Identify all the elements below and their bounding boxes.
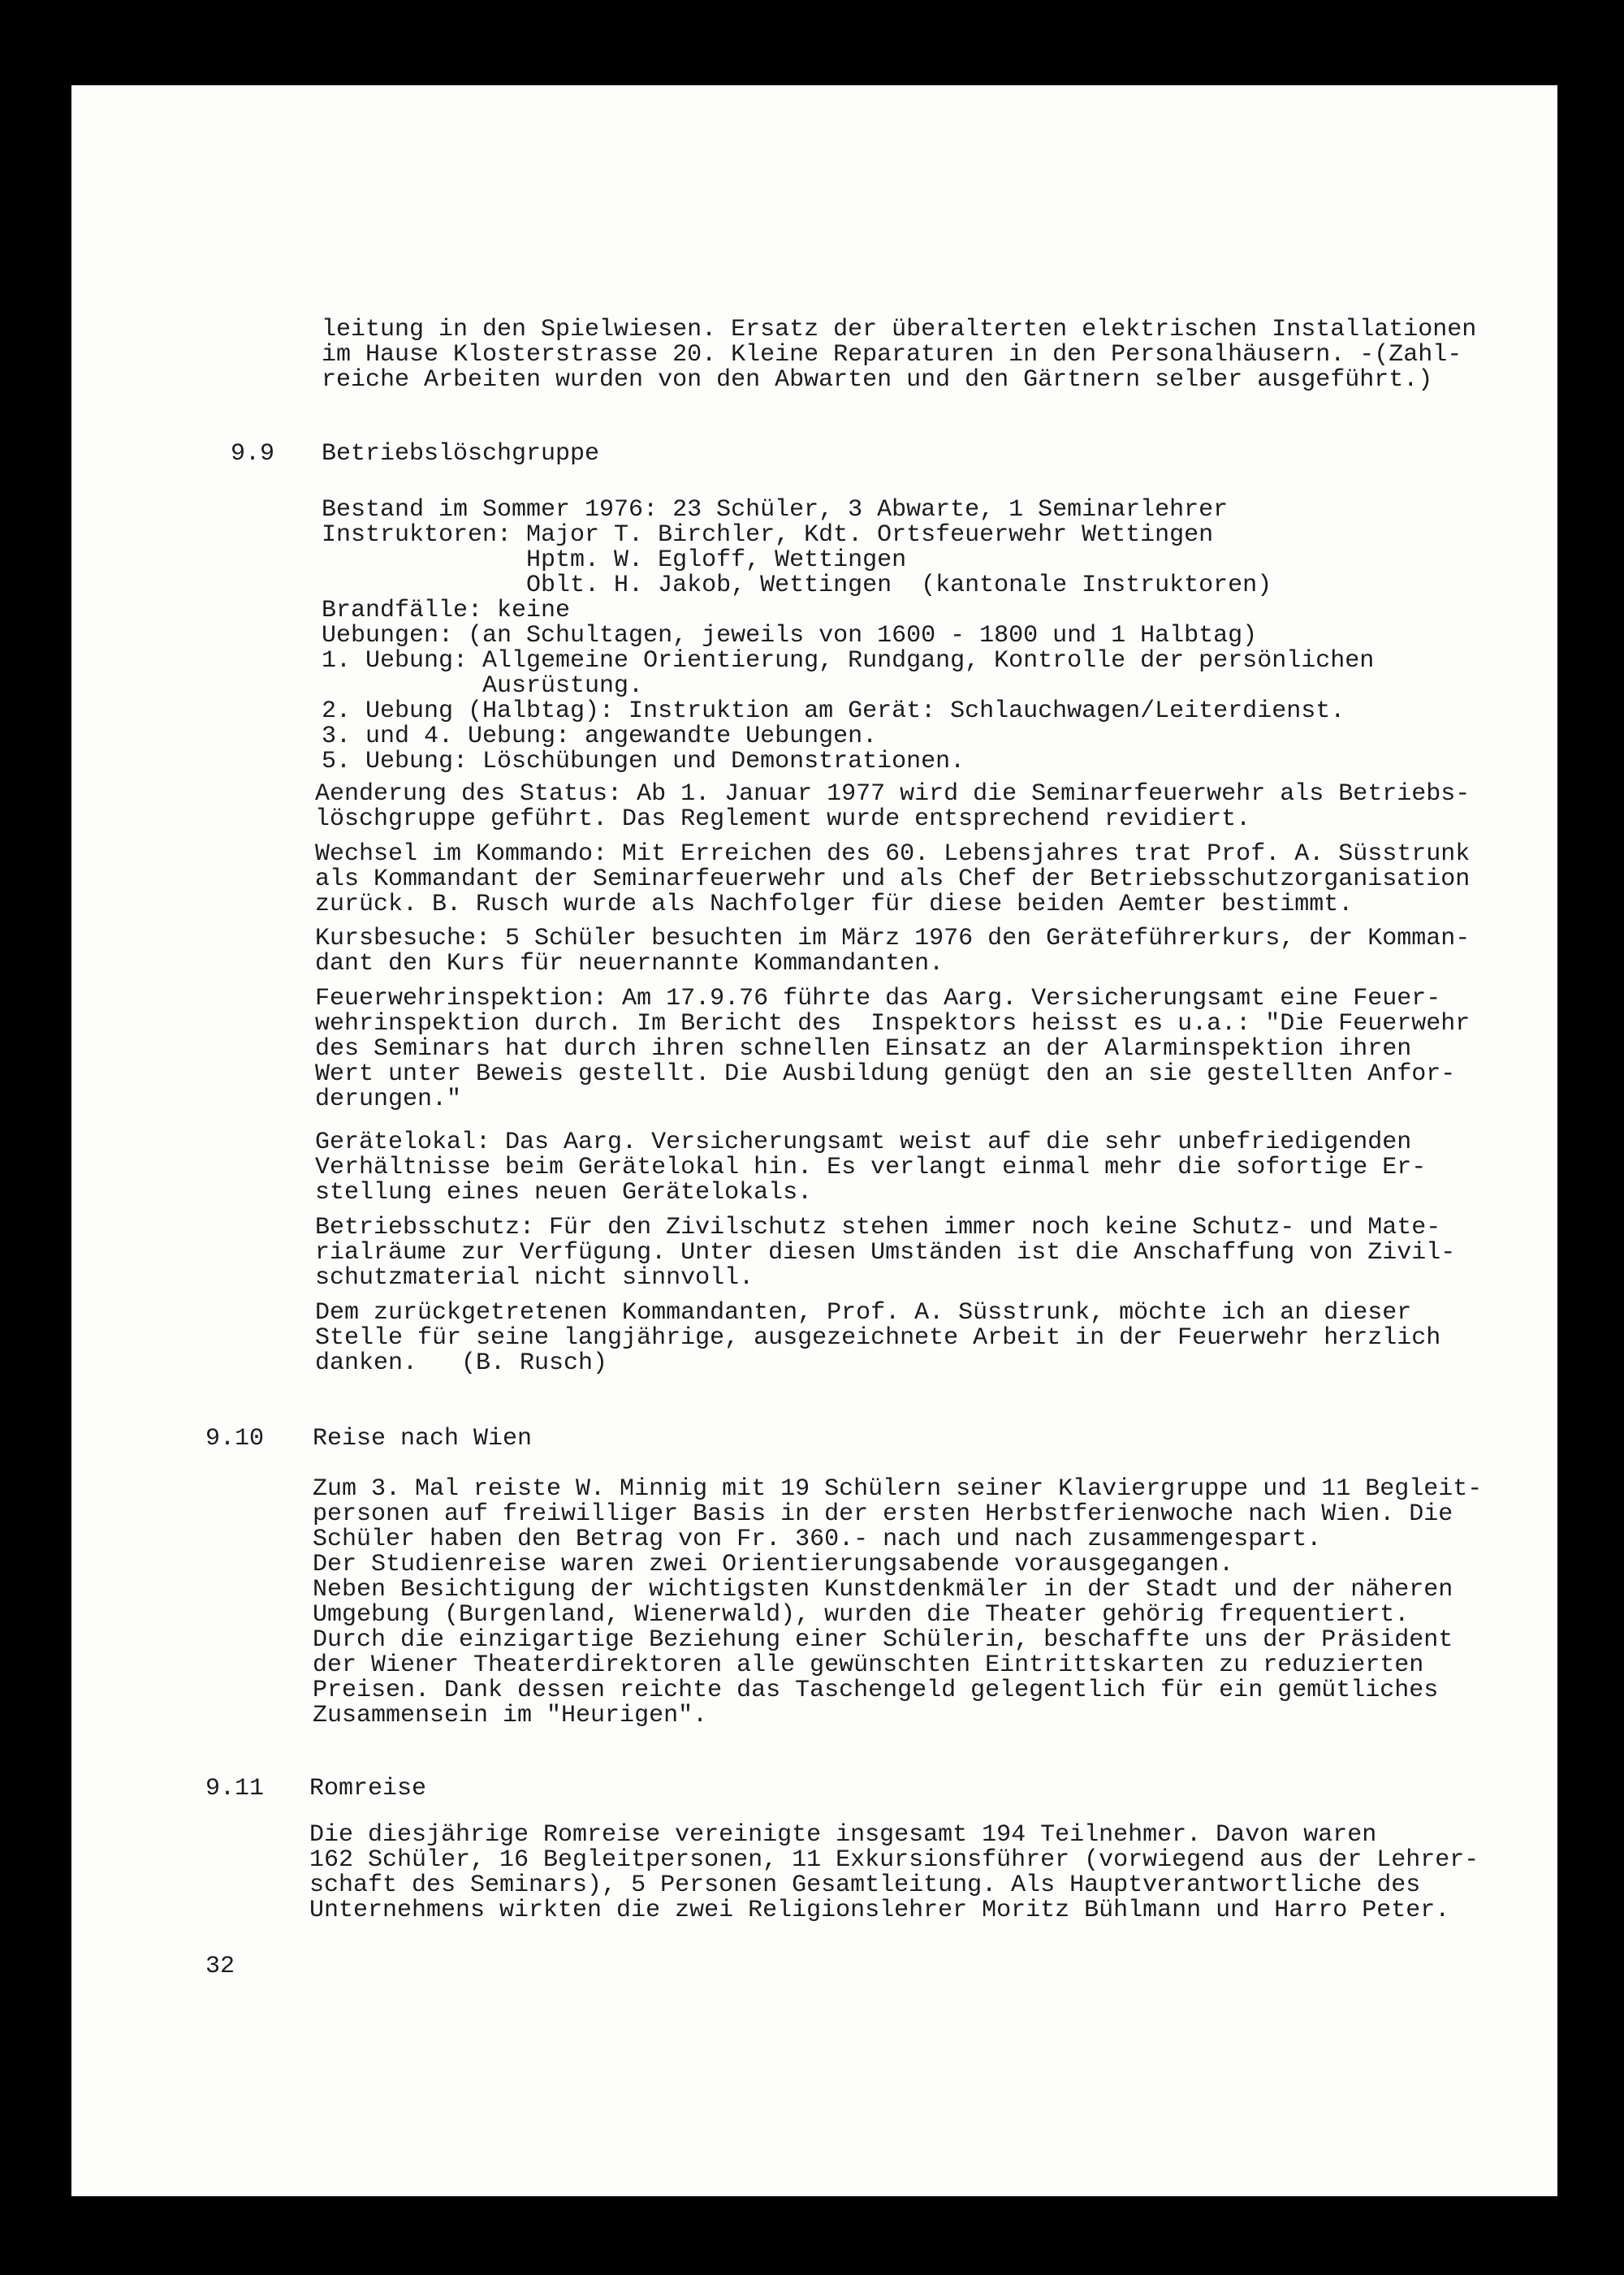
- rome-trip-paragraph: Die diesjährige Romreise vereinigte insgesamt 194 Teilnehmer. Davon waren 162 Schüler, 16 Begleitpersonen, 11 Exkursionsführer (vorwiegend aus der Lehrer- schaft des Seminars), 5 Personen Gesamtleitung. Als Hauptverantwortliche des Unternehmens wirkten die zwei Religionslehrer Moritz Bühlmann und Harro Peter.: [309, 1821, 1479, 1924]
- section-title-9-10: Reise nach Wien: [313, 1425, 533, 1453]
- page-number: 32: [205, 1953, 235, 1980]
- section-number-9-11: 9.11: [205, 1775, 265, 1802]
- status-change-paragraph: Aenderung des Status: Ab 1. Januar 1977 wird die Seminarfeuerwehr als Betriebs- löschgruppe geführt. Das Reglement wurde entsprechend revidiert.: [315, 780, 1471, 833]
- intro-paragraph: leitung in den Spielwiesen. Ersatz der überalterten elektrischen Installationen im Hause Klosterstrasse 20. Kleine Reparaturen in den Personalhäusern. -(Zahl- reiche Arbeiten wurden von den Abwarten und den Gärtnern selber ausgeführt.): [322, 316, 1477, 394]
- vienna-trip-paragraph: Zum 3. Mal reiste W. Minnig mit 19 Schülern seiner Klaviergruppe und 11 Begleit- personen auf freiwilliger Basis in der ersten Herbstferienwoche nach Wien. Die Schüler haben den Betrag von Fr. 360.- nach und nach zusammengespart. Der Studienreise waren zwei Orientierungsabende vorausgegangen. Neben Besichtigung der wichtigsten Kunstdenkmäler in der Stadt und der näheren Umgebung (Burgenland, Wienerwald), wurden die Theater gehörig frequentiert. Durch die einzigartige Beziehung einer Schülerin, beschaffte uns der Präsident der Wiener Theaterdirektoren alle gewünschten Eintrittskarten zu reduzierten Preisen. Dank dessen reichte das Taschengeld gelegentlich für ein gemütliches Zusammensein im "Heurigen".: [313, 1475, 1483, 1729]
- inspection-paragraph: Feuerwehrinspektion: Am 17.9.76 führte das Aarg. Versicherungsamt eine Feuer- wehrinspektion durch. Im Bericht des Inspektors heisst es u.a.: "Die Feuerwehr des Seminars hat durch ihren schnellen Einsatz an der Alarminspektion ihren Wert unter Beweis gestellt. Die Ausbildung genügt den an sie gestellten Anfor- derungen.": [315, 985, 1471, 1113]
- section-number-9-9: 9.9: [231, 440, 275, 468]
- section-number-9-10: 9.10: [205, 1425, 265, 1453]
- command-change-paragraph: Wechsel im Kommando: Mit Erreichen des 60. Lebensjahres trat Prof. A. Süsstrunk als Kommandant der Seminarfeuerwehr und als Chef der Betriebsschutzorganisation zurück. B. Rusch wurde als Nachfolger für diese beiden Aemter bestimmt.: [315, 840, 1471, 918]
- section-title-9-11: Romreise: [309, 1775, 427, 1802]
- document-page: [71, 85, 1557, 2196]
- civil-protection-paragraph: Betriebsschutz: Für den Zivilschutz stehen immer noch keine Schutz- und Mate- rialräume zur Verfügung. Unter diesen Umständen ist die Anschaffung von Zivil- schutzmaterial nicht sinnvoll.: [315, 1214, 1456, 1292]
- courses-paragraph: Kursbesuche: 5 Schüler besuchten im März 1976 den Geräteführerkurs, der Komman- dant den Kurs für neuernannte Kommandanten.: [315, 925, 1471, 978]
- equipment-room-paragraph: Gerätelokal: Das Aarg. Versicherungsamt weist auf die sehr unbefriedigenden Verhältnisse beim Gerätelokal hin. Es verlangt einmal mehr die sofortige Er- stellung eines neuen Gerätelokals.: [315, 1129, 1427, 1207]
- brigade-roster-block: Bestand im Sommer 1976: 23 Schüler, 3 Abwarte, 1 Seminarlehrer Instruktoren: Major T. Birchler, Kdt. Ortsfeuerwehr Wettingen Hptm. W. Egloff, Wettingen Oblt. H. Jakob, Wettingen (kantonale Instruktoren) Brandfälle: keine Uebungen: (an Schultagen, jeweils von 1600 - 1800 und 1 Halbtag) 1. Uebung: Allgemeine Orientierung, Rundgang, Kontrolle der persönlichen Ausrüstung. 2. Uebung (Halbtag): Instruktion am Gerät: Schlauchwagen/Leiterdienst. 3. und 4. Uebung: angewandte Uebungen. 5. Uebung: Löschübungen und Demonstrationen.: [322, 496, 1375, 775]
- thanks-paragraph: Dem zurückgetretenen Kommandanten, Prof. A. Süsstrunk, möchte ich an dieser Stelle für seine langjährige, ausgezeichnete Arbeit in der Feuerwehr herzlich danken. (B. Rusch): [315, 1299, 1441, 1377]
- section-title-9-9: Betriebslöschgruppe: [322, 440, 600, 468]
